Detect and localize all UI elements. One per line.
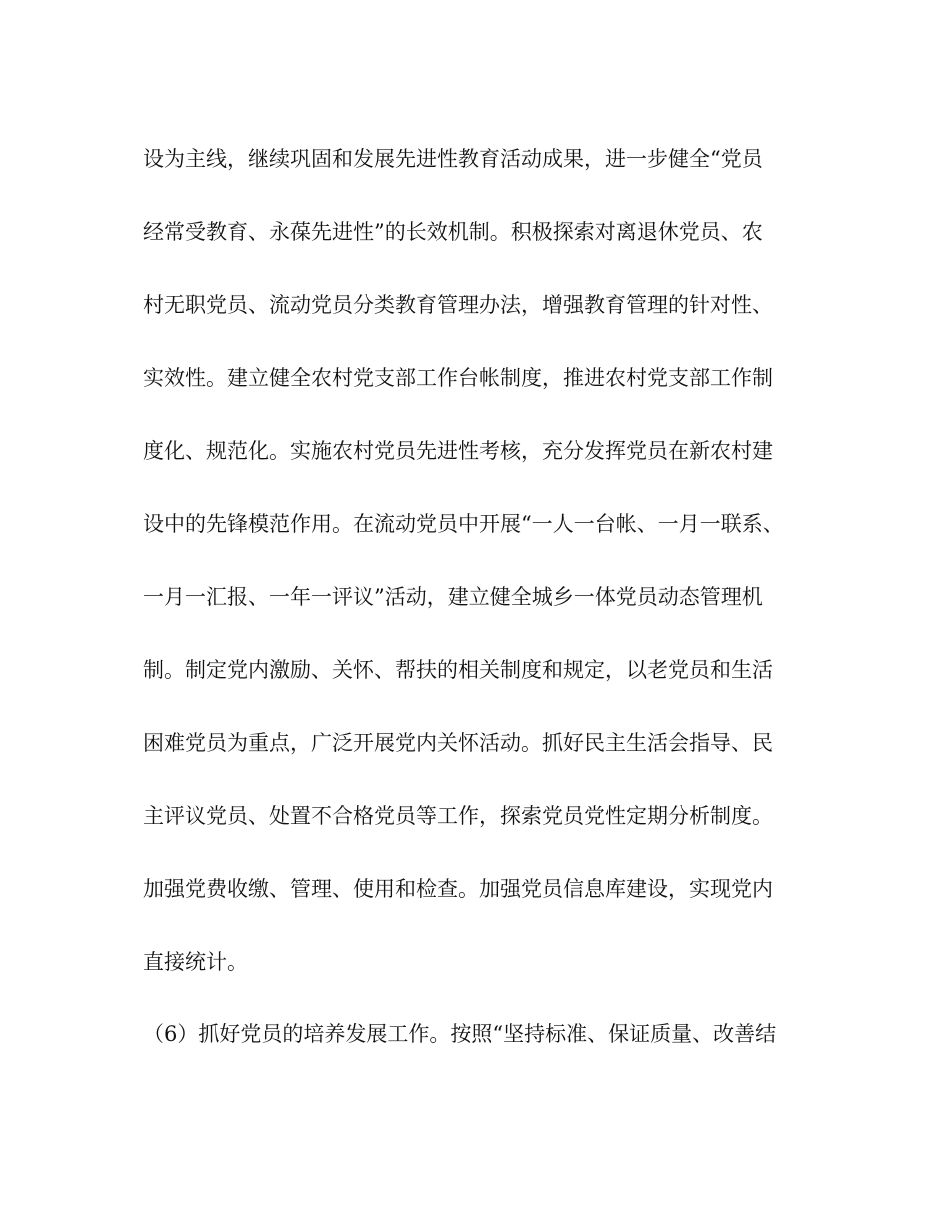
text-line-12: 直接统计。 [143, 950, 248, 974]
text-line-2: 经常受教育、永葆先进性”的长效机制。积极探索对离退休党员、农 [143, 220, 763, 244]
text-line-1: 设为主线，继续巩固和发展先进性教育活动成果，进一步健全“党员 [143, 147, 763, 171]
text-line-11: 加强党费收缴、管理、使用和检查。加强党员信息库建设，实现党内 [143, 877, 773, 901]
text-line-8: 制。制定党内激励、关怀、帮扶的相关制度和规定，以老党员和生活 [143, 658, 773, 682]
text-line-9: 困难党员为重点，广泛开展党内关怀活动。抓好民主生活会指导、民 [143, 731, 773, 755]
text-line-10: 主评议党员、处置不合格党员等工作，探索党员党性定期分析制度。 [143, 804, 773, 828]
text-line-5: 度化、规范化。实施农村党员先进性考核，充分发挥党员在新农村建 [143, 439, 773, 463]
text-line-7: 一月一汇报、一年一评议”活动，建立健全城乡一体党员动态管理机 [143, 585, 763, 609]
text-line-3: 村无职党员、流动党员分类教育管理办法，增强教育管理的针对性、 [143, 293, 773, 317]
text-line-6: 设中的先锋模范作用。在流动党员中开展“一人一台帐、一月一联系、 [143, 512, 784, 536]
text-line-4: 实效性。建立健全农村党支部工作台帐制度，推进农村党支部工作制 [143, 366, 773, 390]
text-line-13: （6）抓好党员的培养发展工作。按照“坚持标准、保证质量、改善结 [143, 1022, 777, 1046]
